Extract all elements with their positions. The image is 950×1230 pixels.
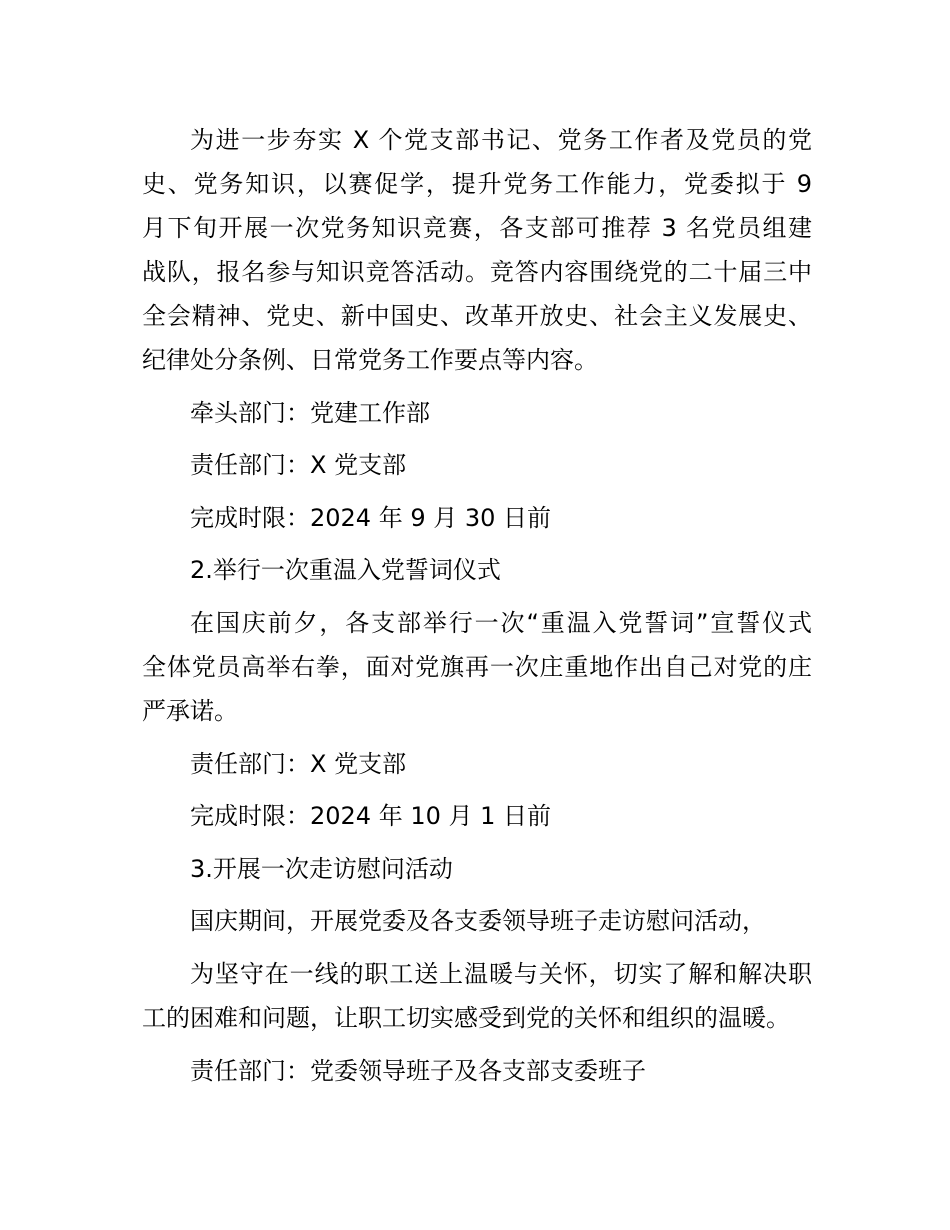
text-line: 严承诺。 — [142, 696, 238, 725]
paragraph-visit-description — [142, 952, 812, 1040]
document-body — [142, 118, 812, 1101]
text-line: 月下旬开展一次党务知识竞赛，各支部可推荐 3 名党员组建 — [142, 214, 812, 242]
paragraph-responsible-department — [142, 1049, 812, 1093]
paragraph-responsible-department — [142, 443, 812, 487]
text-line: 全会精神、党史、新中国史、改革开放史、社会主义发展史、 — [142, 302, 812, 330]
text-line: 史、党务知识，以赛促学，提升党务工作能力，党委拟于 9 — [142, 170, 812, 198]
section-heading-oath-ceremony — [142, 548, 812, 592]
paragraph-competition-description — [142, 118, 812, 382]
text-line: 在国庆前夕，各支部举行一次“重温入党誓词”宣誓仪式 — [190, 608, 812, 637]
text-line: 责任部门：X 党支部 — [190, 451, 407, 480]
paragraph-lead-department — [142, 391, 812, 435]
section-heading-visit-activity — [142, 847, 812, 891]
text-line: 责任部门：党委领导班子及各支部支委班子 — [190, 1056, 646, 1085]
text-line: 国庆期间，开展党委及各支委领导班子走访慰问活动， — [190, 907, 766, 936]
text-line: 完成时限：2024 年 9 月 30 日前 — [190, 503, 552, 532]
text-line: 2.举行一次重温入党誓词仪式 — [190, 556, 501, 585]
text-line: 战队，报名参与知识竞答活动。竞答内容围绕党的二十届三中 — [142, 258, 812, 286]
text-line: 3.开展一次走访慰问活动 — [190, 854, 453, 883]
paragraph-visit-intro — [142, 899, 812, 943]
text-line: 工的困难和问题，让职工切实感受到党的关怀和组织的温暖。 — [142, 1003, 790, 1032]
paragraph-deadline — [142, 794, 812, 838]
text-line: 全体党员高举右拳，面对党旗再一次庄重地作出自己对党的庄 — [142, 652, 812, 681]
paragraph-oath-description — [142, 601, 812, 733]
text-line: 牵头部门：党建工作部 — [190, 398, 430, 427]
paragraph-responsible-department — [142, 742, 812, 786]
text-line: 完成时限：2024 年 10 月 1 日前 — [190, 802, 552, 831]
paragraph-deadline — [142, 496, 812, 540]
text-line: 为进一步夯实 X 个党支部书记、党务工作者及党员的党 — [190, 126, 812, 154]
text-line: 责任部门：X 党支部 — [190, 749, 407, 778]
text-line: 纪律处分条例、日常党务工作要点等内容。 — [142, 346, 598, 374]
text-line: 为坚守在一线的职工送上温暖与关怀，切实了解和解决职 — [190, 959, 812, 988]
